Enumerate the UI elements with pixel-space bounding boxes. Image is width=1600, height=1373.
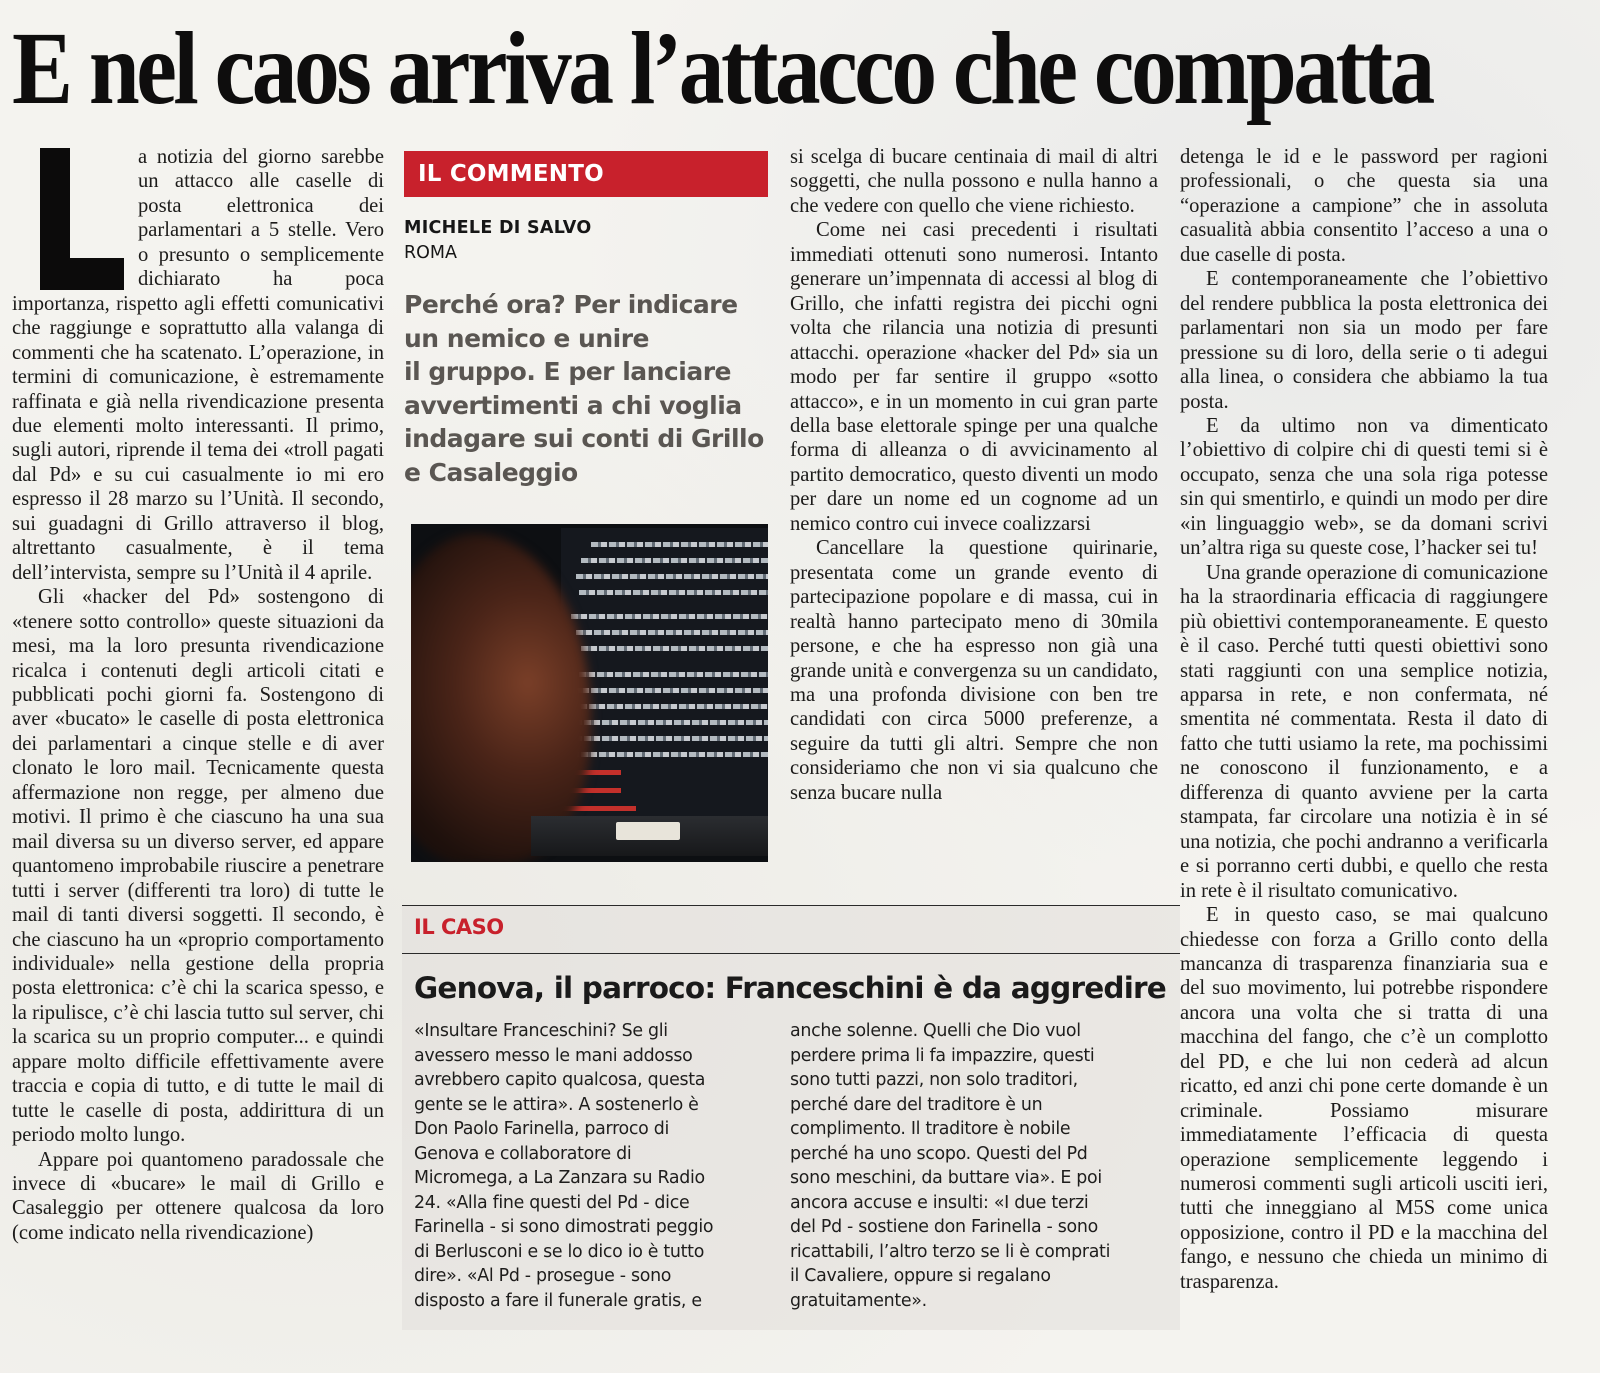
paragraph: a notizia del giorno sarebbe un attacco alle caselle di posta elettronica dei parlamentari a 5 stelle. Vero o presunto o semplicemente dichiarato ha poca importanza, rispetto agli effetti comunicativi che raggiunge e soprattutto alla valanga di commenti che ha scatenato. L’operazione, in termini di comunicazione, è estremamente raffinata e già nella rivendicazione presenta due elementi molto interessanti. Il primo, sugli autori, riprende il tema dei «troll pagati dal Pd» e su cui casualmente io mi ero espresso il 28 marzo su l’Unità. Il secondo, sui guadagni di Grillo attraverso il blog, altrettanto casualmente, è il tema dell’intervista, sempre su l’Unità il 4 aprile.	[12, 146, 384, 584]
paragraph: Gli «hacker del Pd» sostengono di «tenere sotto controllo» queste situazioni da mesi, ma la loro presunta rivendicazione ricalca i contenuti degli articoli citati e pubblicati pochi giorni fa. Sostengono di aver «bucato» le caselle di posta elettronica dei parlamentari a cinque stelle e di aver clonato le loro mail. Tecnicamente questa affermazione non regge, per almeno due motivi. Il primo è che ciascuno ha una sua mail diversa su un diverso server, ed appare quantomeno improbabile riuscire a penetrare tutti i server (differenti tra loro) di tutte le mail di tanti diversi soggetti. Il secondo, è che ciascuno ha un «proprio comportamento individuale» nella gestione della propria posta elettronica: c’è chi la scarica spesso, e la ripulisce, c’è chi lascia tutto sul server, chi la scarica su un proprio computer... e quindi appare molto difficile effettivamente avere traccia e copia di tutto, e di tutte le mail di tutte le caselle di posta, addirittura di un periodo molto lungo.	[12, 586, 384, 1147]
paragraph: Appare poi quantomeno paradossale che invece di «bucare» le mail di Grillo e Casaleggio per ottenere qualcosa da loro (come indicato nella rivendicazione)	[12, 1148, 384, 1244]
divider	[402, 953, 1180, 954]
divider	[402, 905, 1180, 906]
author-byline: MICHELE DI SALVO	[404, 218, 592, 238]
paragraph: E in questo caso, se mai qualcuno chiedesse con forza a Grillo conto della mancanza di trasparenza finanziaria sua e del suo movimento, lui potrebbe rispondere ancora una volta che si tratta di una macchina del fango, che c’è un complotto del PD, e che lui non cederà ad alcun ricatto, ed anzi chi pone certe domande è un criminale. Possiamo misurare immediatamente l’efficacia di questa operazione semplicemente leggendo i numerosi commenti sugli articoli usciti ieri, tutti che inneggiano al M5S come unica opposizione, contro il PD e la macchina del fango, e nessuno che chieda un minimo di trasparenza.	[1180, 904, 1548, 1293]
section-label-il-commento: IL COMMENTO	[404, 151, 768, 197]
summary-standfirst: Perché ora? Per indicare un nemico e unire il gruppo. E per lanciare avvertimenti a chi voglia indagare sui conti di Grillo e Casaleggio	[404, 290, 764, 487]
headline: E nel caos arriva l’attacco che compatta	[12, 11, 1432, 126]
article-column-4	[1180, 145, 1548, 1294]
caso-column-1: «Insultare Franceschini? Se gli avessero messo le mani addosso avrebbero capito qualcosa, questa gente se le attira». A sostenerlo è Don Paolo Farinella, parroco di Genova e collaboratore di Micromega, a La Zanzara su Radio 24. «Alla fine questi del Pd - dice Farinella - si sono dimostrati peggio di Berlusconi e se lo dico io è tutto dire». «Al Pd - prosegue - sono disposto a fare il funerale gratis, e	[414, 1021, 714, 1311]
article-column-3	[790, 145, 1158, 805]
hacker-photo	[411, 524, 768, 862]
paragraph: detenga le id e le password per ragioni professionali, o che questa sia una “operazione a campione” che in assoluta casualità abbia consentito l’acceso a una o due caselle di posta.	[1180, 146, 1548, 266]
paragraph: Cancellare la questione quirinarie, presentata come un grande evento di partecipazione popolare e di massa, cui in realtà hanno partecipato meno di 30mila persone, e che ha espresso non già una grande unità e convergenza su un candidato, ma una profonda divisione con ben tre candidati con circa 5000 preferenze, a seguire da tutti gli altri. Sempre che non consideriamo che non vi sia qualcuno che senza bucare nulla	[790, 537, 1158, 804]
caso-title: Genova, il parroco: Franceschini è da aggredire	[414, 971, 1167, 1005]
section-label-il-caso: IL CASO	[414, 915, 504, 939]
paragraph: E contemporaneamente che l’obiettivo del rendere pubblica la posta elettronica dei parlamentari non sia un modo per fare pressione su di loro, della serie o ti adegui alla linea, o considera che abbiamo la tua posta.	[1180, 268, 1548, 413]
il-caso-box	[402, 905, 1180, 1330]
paragraph: Come nei casi precedenti i risultati immediati ottenuti sono numerosi. Intanto generare un’impennata di accessi al blog di Grillo, che infatti registra dei picchi ogni volta che rilancia una notizia di presunti attacchi. operazione «hacker del Pd» sia un modo per far sentire il gruppo «sotto attacco», e in un momento in cui gran parte della base elettorale spinge per una qualche forma di alleanza o di avvicinamento al partito democratico, questo diventi un modo per dare un nome ed un cognome ad un nemico contro cui invece coalizzarsi	[790, 219, 1158, 535]
paragraph: E da ultimo non va dimenticato l’obiettivo di colpire chi di questi temi si è occupato, senza che una sola riga potesse sin qui smentirlo, e quindi un modo per dire «in linguaggio web», se da domani scrivi un’altra riga su queste cose, l’hacker sei tu!	[1180, 414, 1548, 560]
paragraph: Una grande operazione di comunicazione ha la straordinaria efficacia di raggiungere più obiettivi contemporaneamente. E questo è il caso. Perché tutti questi obiettivi sono stati raggiunti con una semplice notizia, apparsa in rete, e non confermata, né smentita né commentata. Resta il dato di fatto che tutti usiamo la rete, ma pochissimi ne conoscono il funzionamento, e a differenza di quanto avviene per la carta stampata, far circolare una notizia è in sé una notizia, che pochi andranno a verificarla e si porranno certi dubbi, e quello che resta in rete è il risultato comunicativo.	[1180, 561, 1548, 902]
laptop-label	[616, 822, 680, 840]
caso-column-2: anche solenne. Quelli che Dio vuol perdere prima li fa impazzire, questi sono tutti pazzi, non solo traditori, perché dare del traditore è un complimento. Il traditore è nobile perché ha uno scopo. Questi del Pd sono meschini, da buttare via». E poi ancora accuse e insulti: «I due terzi del Pd - sostiene don Farinella - sono ricattabili, l’altro terzo se li è comprati il Cavaliere, oppure si regalano gratuitamente».	[790, 1021, 1111, 1311]
dateline-location: ROMA	[404, 243, 458, 263]
paragraph: si scelga di bucare centinaia di mail di altri soggetti, che nulla possono e nulla hanno a che vedere con quello che viene richiesto.	[790, 146, 1158, 217]
article-column-1	[12, 145, 384, 1245]
dropcap-letter-l	[26, 148, 126, 290]
